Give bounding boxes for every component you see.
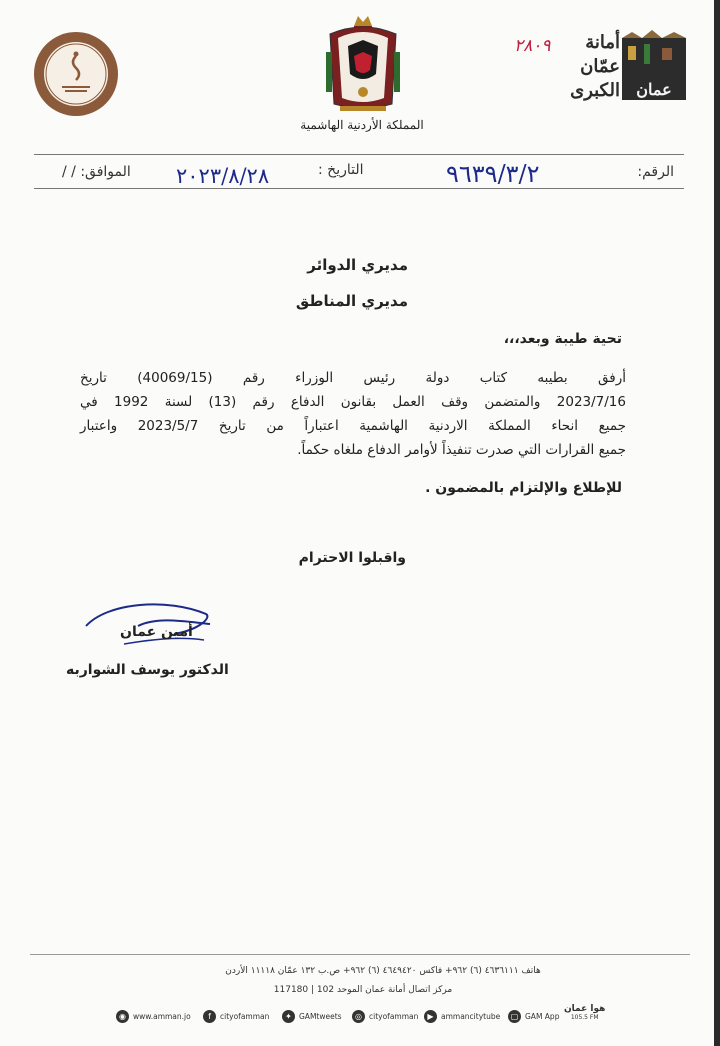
footer-call-center: مركز اتصال أمانة عمان الموحد 102 | 117180	[273, 985, 453, 995]
signatory-name: الدكتور يوسف الشواربه	[66, 662, 229, 678]
signatory-title: أمين عمان	[120, 624, 193, 640]
gam-logo-line3: الكبرى	[570, 80, 620, 101]
footer-instagram[interactable]	[352, 1008, 418, 1024]
footer-youtube-label: ammancitytube	[441, 1011, 501, 1021]
app-icon: ▢	[508, 1010, 521, 1023]
corresponding-date-label: الموافق: / /	[62, 164, 131, 180]
reference-top-rule	[34, 154, 684, 155]
recipient-line-2: مديري المناطق	[295, 292, 408, 310]
footer-radio-frequency: 105.5 FM	[570, 1014, 599, 1021]
paragraph-line-4: جميع القرارات التي صدرت تنفيذاً لأوامر الدفاع ملغاه حكماً.	[297, 442, 626, 458]
coat-of-arms-emblem	[318, 12, 408, 116]
footer-rule	[30, 954, 690, 955]
paragraph-line-2: 2023/7/16 والمتضمن وقف العمل بقانون الدفاع رقم (13) لسنة 1992 في	[80, 394, 626, 410]
recipient-line-1: مديري الدوائر	[307, 256, 408, 274]
handwritten-top-number: ٢٨٠٩	[514, 36, 551, 56]
gam-logo-line1: أمانة	[585, 32, 620, 53]
footer-instagram-label: cityofamman	[369, 1011, 419, 1021]
footer-app-label: GAM App	[525, 1011, 560, 1021]
footer-contact-line: هاتف ٤٦٣٦١١١ (٦) ٩٦٢+ فاكس ٤٦٤٩٤٢٠ (٦) ٩٦٢+ ص.ب ١٣٢ عمّان ١١١١٨ الأردن	[225, 966, 541, 976]
youtube-icon: ▶	[424, 1010, 437, 1023]
web-icon: ◉	[116, 1010, 129, 1023]
excellence-award-seal	[32, 30, 120, 118]
footer-youtube[interactable]	[424, 1008, 500, 1024]
footer-website-label: www.amman.jo	[133, 1011, 191, 1021]
footer-radio[interactable]	[564, 1004, 605, 1026]
gam-logo-line2: عمّان	[580, 56, 620, 77]
footer-website[interactable]	[116, 1008, 191, 1024]
gam-logo-short: عمان	[636, 80, 672, 99]
kingdom-name-calligraphy: المملكة الأردنية الهاشمية	[300, 118, 424, 132]
paragraph-line-3: جميع انحاء المملكة الاردنية الهاشمية اعتباراً من تاريخ 2023/5/7 واعتبار	[80, 418, 626, 434]
date-value: ٢٠٢٣/٨/٢٨	[176, 164, 270, 188]
reference-bottom-rule	[34, 188, 684, 189]
gam-logo	[560, 28, 688, 114]
greeting: تحية طيبة وبعد،،،	[503, 331, 622, 347]
footer-app[interactable]	[508, 1008, 559, 1024]
radio-icon: هوا عمان	[564, 1004, 606, 1014]
facebook-icon: f	[203, 1010, 216, 1023]
instagram-icon: ◎	[352, 1010, 365, 1023]
number-label: الرقم:	[637, 164, 674, 180]
scan-edge	[714, 0, 720, 1046]
number-value: ٩٦٣٩/٣/٢	[446, 160, 540, 188]
footer-twitter[interactable]	[282, 1008, 342, 1024]
footer-facebook[interactable]	[203, 1008, 269, 1024]
footer-twitter-label: GAMtweets	[299, 1011, 342, 1021]
date-label: التاريخ :	[318, 162, 364, 178]
footer-facebook-label: cityofamman	[220, 1011, 270, 1021]
instruction-line: للإطلاع والإلتزام بالمضمون .	[425, 480, 622, 496]
closing-line: واقبلوا الاحترام	[298, 550, 406, 566]
twitter-icon: ✦	[282, 1010, 295, 1023]
paragraph-line-1: أرفق بطيبه كتاب دولة رئيس الوزراء رقم (40069/15) تاريخ	[80, 370, 626, 386]
